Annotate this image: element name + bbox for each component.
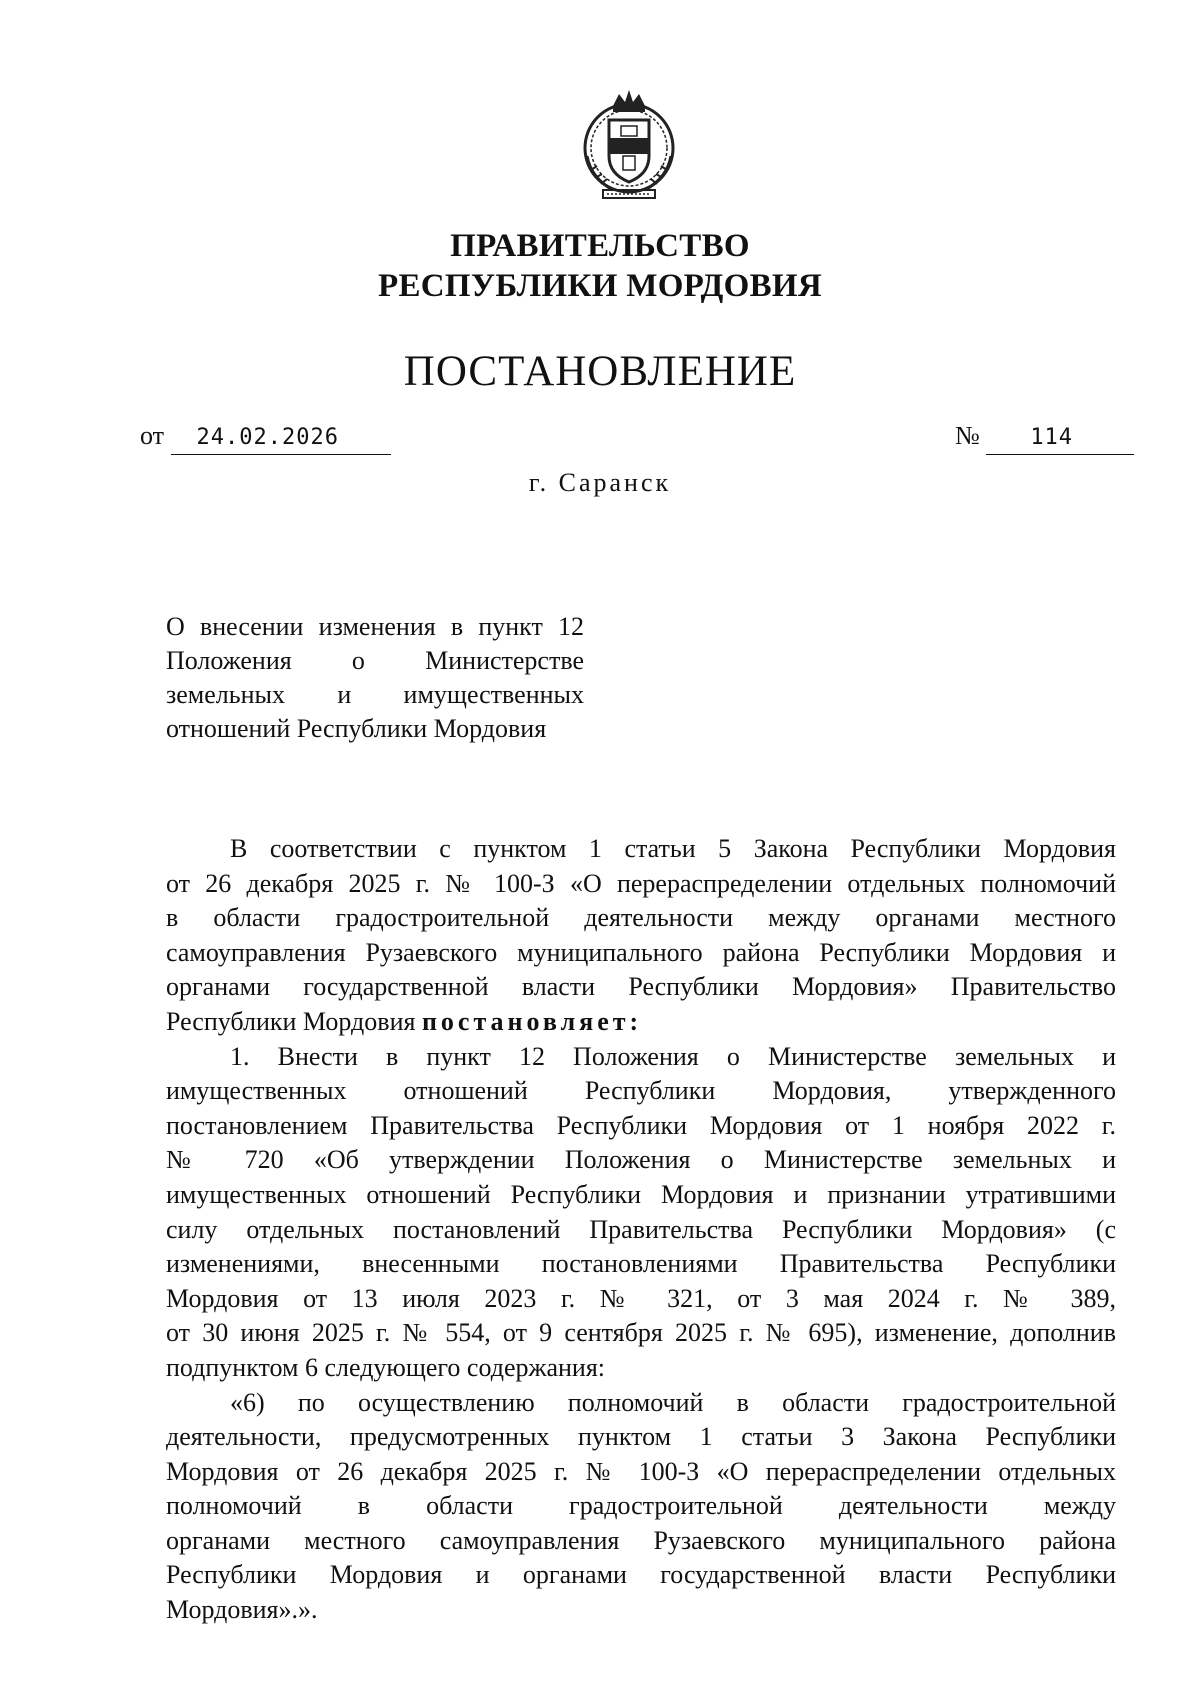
date-value: 24.02.2026 [171,422,391,455]
body-line: Мордовия».». [166,1595,318,1625]
body-line: Мордовия от 26 декабря 2025 г. № 100-З «О перераспределении отдельных [166,1456,1116,1486]
body-line: Мордовия от 13 июля 2023 г. № 321, от 3 мая 2024 г. № 389, [166,1283,1116,1313]
body-line: силу отдельных постановлений Правительства Республики Мордовия» (с [166,1214,1116,1244]
date-prefix: от [140,421,165,450]
body-line: имущественных отношений Республики Мордовия и признании утратившими [166,1179,1116,1209]
subject-line: Положения о Министерстве [166,646,584,675]
body-line: от 26 декабря 2025 г. № 100-З «О перераспределении отдельных полномочий [166,868,1116,898]
body-line: полномочий в области градостроительной деятельности между [166,1491,1116,1521]
body-line: самоуправления Рузаевского муниципального района Республики Мордовия и [166,937,1116,967]
subject-line: О внесении изменения в пункт 12 [166,612,584,641]
organization-name-line-2: РЕСПУБЛИКИ МОРДОВИЯ [377,268,822,304]
body-line: постановлением Правительства Республики Мордовия от 1 ноября 2022 г. [166,1110,1116,1140]
body-line: органами местного самоуправления Рузаевского муниципального района [166,1525,1116,1555]
number-prefix: № [955,421,980,450]
body-line: органами государственной власти Республики Мордовия» Правительство [166,972,1116,1002]
number-value: 114 [986,422,1134,455]
body-line: Республики Мордовия и органами государственной власти Республики [166,1560,1116,1590]
subject-line: земельных и имущественных [166,680,584,709]
organization-name-line-1: ПРАВИТЕЛЬСТВО [450,228,750,264]
city-name: г. Саранск [528,468,672,497]
body-line: № 720 «Об утверждении Положения о Министерстве земельных и [166,1145,1116,1175]
body-line [166,1005,1116,1040]
body-line: деятельности, предусмотренных пунктом 1 статьи 3 Закона Республики [166,1422,1116,1452]
body-line: подпунктом 6 следующего содержания: [166,1352,606,1382]
resolution-keyword: постановляет: [421,1006,643,1036]
body-line: в области градостроительной деятельности между органами местного [166,903,1116,933]
body-line: изменениями, внесенными постановлениями Правительства Республики [166,1249,1116,1279]
document-subject [166,610,584,746]
body-line: 1. Внести в пункт 12 Положения о Министерстве земельных и [230,1041,1116,1071]
body-line: имущественных отношений Республики Мордовия, утвержденного [166,1076,1116,1106]
body-line: В соответствии с пунктом 1 статьи 5 Закона Республики Мордовия [230,834,1116,863]
body-line: «6) по осуществлению полномочий в области градостроительной [230,1387,1116,1417]
body-text: Республики Мордовия [166,1006,416,1036]
document-body [166,832,1116,1628]
document-type-title: ПОСТАНОВЛЕНИЕ [403,348,797,395]
body-line: от 30 июня 2025 г. № 554, от 9 сентября 2025 г. № 695), изменение, дополнив [166,1318,1116,1348]
document-date [140,420,391,455]
coat-of-arms-icon [573,86,685,204]
document-number [955,420,1134,455]
subject-line: отношений Республики Мордовия [166,714,547,743]
